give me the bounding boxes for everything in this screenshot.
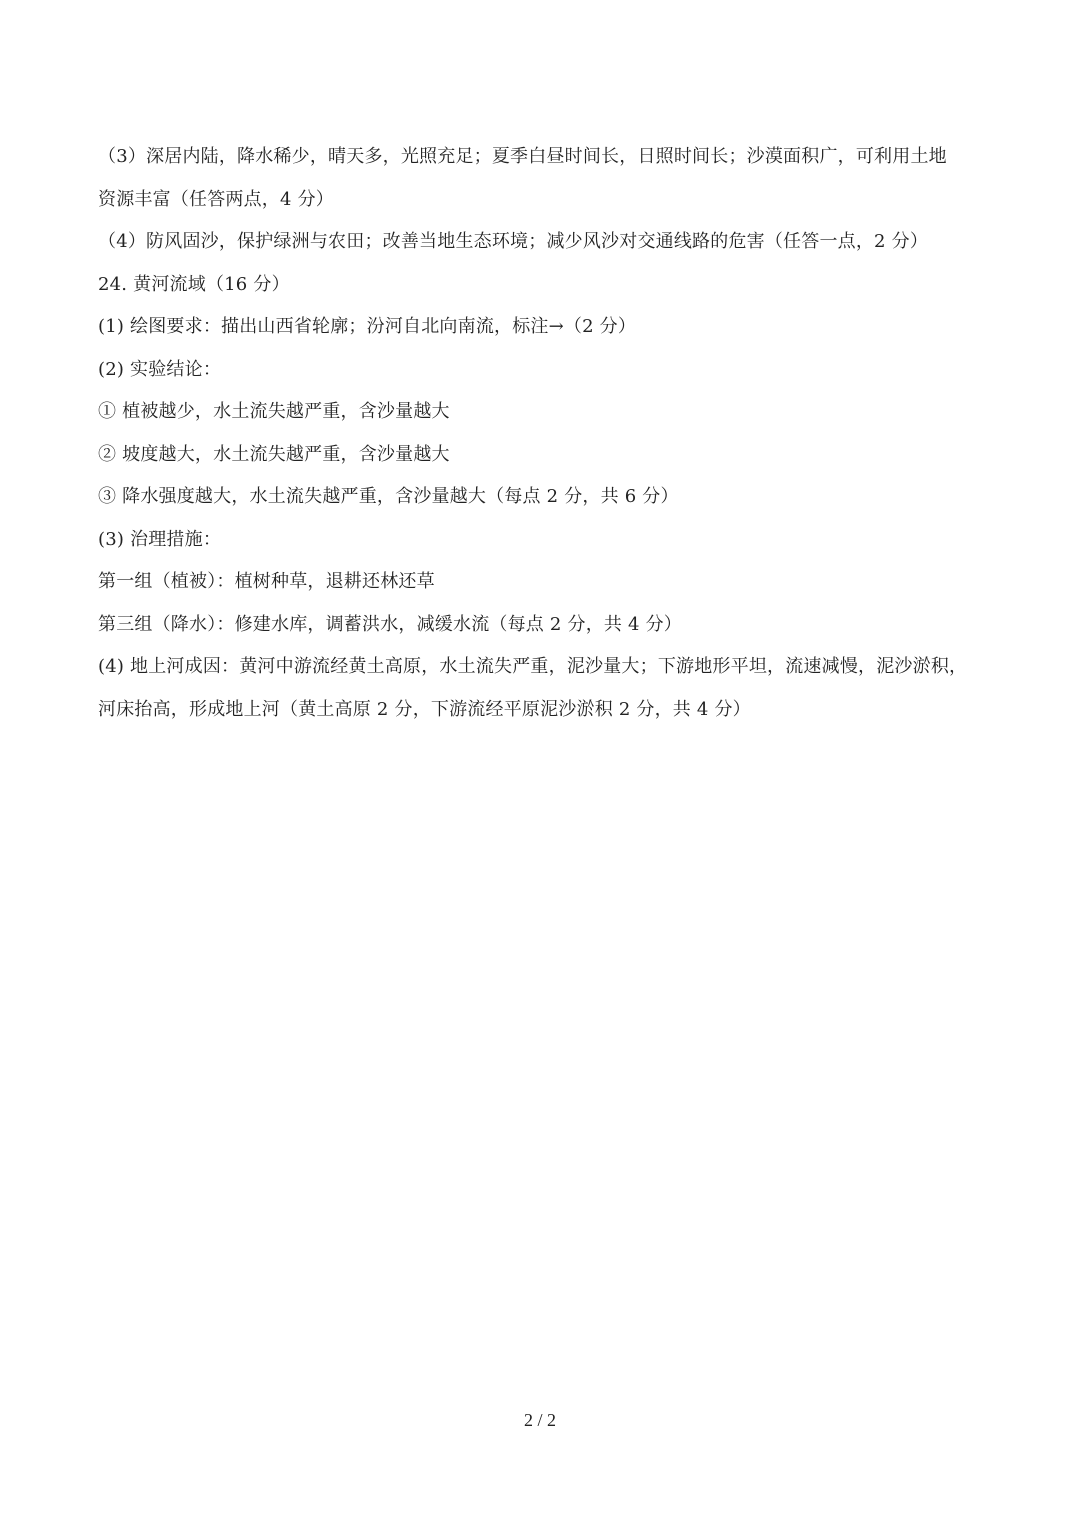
s24-q3-measure-1: 第一组（植被）：植树种草，退耕还林还草 [98, 571, 435, 592]
page-number: 2 / 2 [523, 1410, 556, 1430]
section-24-heading: 24. 黄河流域（16 分） [98, 273, 290, 295]
answer-content [98, 136, 998, 731]
s24-q4-answer-line-1: (4) 地上河成因：黄河中游流经黄土高原，水土流失严重，泥沙量大；下游地形平坦，流速减慢，泥沙淤积， [98, 656, 968, 677]
s24-q3-measure-2: 第三组（降水）：修建水库，调蓄洪水，减缓水流（每点 2 分，共 4 分） [98, 613, 682, 635]
q4-answer-line: （4）防风固沙，保护绿洲与农田；改善当地生态环境；减少风沙对交通线路的危害（任答一点，2 分） [98, 231, 929, 252]
s24-q1-answer: (1) 绘图要求：描出山西省轮廓；汾河自北向南流，标注→（2 分） [98, 316, 637, 337]
q3-answer-line-2: 资源丰富（任答两点，4 分） [98, 188, 334, 210]
s24-q2-conclusion-1: ① 植被越少，水土流失越严重，含沙量越大 [98, 401, 450, 422]
s24-q4-answer-line-2: 河床抬高，形成地上河（黄土高原 2 分，下游流经平原泥沙淤积 2 分，共 4 分） [98, 698, 751, 720]
s24-q2-conclusion-2: ② 坡度越大，水土流失越严重，含沙量越大 [98, 443, 450, 465]
s24-q2-conclusion-3: ③ 降水强度越大，水土流失越严重，含沙量越大（每点 2 分，共 6 分） [98, 486, 679, 507]
s24-q2-heading: (2) 实验结论： [98, 358, 222, 380]
q3-answer-line-1: （3）深居内陆，降水稀少，晴天多，光照充足；夏季白昼时间长，日照时间长；沙漠面积广，可利用土地 [98, 146, 947, 167]
s24-q3-heading: (3) 治理措施： [98, 528, 222, 550]
